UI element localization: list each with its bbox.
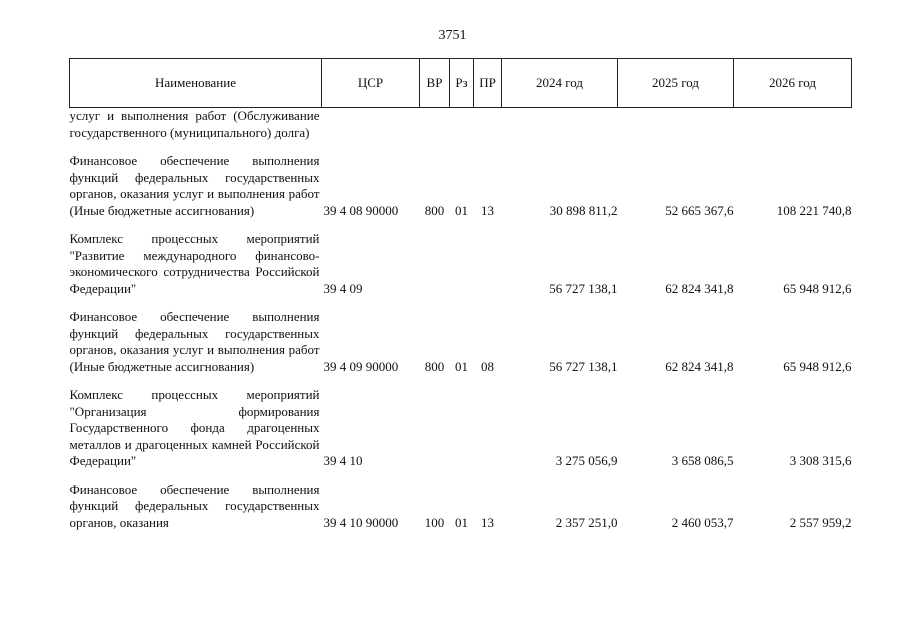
row-2026	[734, 108, 852, 142]
row-pr	[474, 387, 502, 470]
row-2025: 62 824 341,8	[665, 280, 734, 296]
row-pr: 13	[481, 202, 494, 218]
header-vr: ВР	[420, 59, 450, 108]
table-row	[70, 482, 852, 532]
row-name: Комплекс процессных мероприятий "Организация формирования Государственного фонда драгоценных металлов и драгоценных камней Российской Федерации"	[69, 387, 320, 468]
table-row	[70, 153, 852, 219]
row-rz	[450, 387, 474, 470]
page-number: 3751	[438, 28, 467, 43]
row-name: услуг и выполнения работ (Обслуживание государственного (муниципального) долга)	[69, 108, 320, 140]
row-2026: 2 557 959,2	[789, 514, 852, 530]
header-2026: 2026 год	[734, 59, 852, 108]
row-rz: 01	[455, 514, 468, 530]
row-2024: 2 357 251,0	[555, 514, 618, 530]
row-2024: 30 898 811,2	[549, 202, 618, 218]
row-vr	[420, 231, 450, 297]
budget-table	[69, 58, 852, 531]
row-2024: 56 727 138,1	[549, 280, 618, 296]
row-csr: 39 4 10	[323, 453, 363, 468]
row-vr: 100	[424, 514, 445, 530]
row-2026: 65 948 912,6	[783, 280, 852, 296]
table-row	[70, 387, 852, 470]
row-2024: 3 275 056,9	[555, 453, 618, 468]
row-rz: 01	[455, 202, 468, 218]
row-rz	[450, 231, 474, 297]
row-csr: 39 4 09 90000	[323, 358, 399, 374]
table-header	[70, 59, 852, 108]
row-csr: 39 4 10 90000	[323, 514, 399, 530]
row-2025: 62 824 341,8	[665, 358, 734, 374]
row-vr	[420, 387, 450, 470]
row-rz	[450, 108, 474, 142]
row-pr	[474, 231, 502, 297]
row-2025: 2 460 053,7	[671, 514, 734, 530]
header-2025: 2025 год	[618, 59, 734, 108]
row-2025: 52 665 367,6	[665, 202, 734, 218]
row-2024	[502, 108, 618, 142]
row-vr	[420, 108, 450, 142]
row-pr	[474, 108, 502, 142]
row-name: Комплекс процессных мероприятий "Развитие международного финансово-экономического сотрудничества Российской Федерации"	[69, 231, 320, 296]
header-csr: ЦСР	[322, 59, 420, 108]
row-2025: 3 658 086,5	[671, 453, 734, 468]
row-2025	[618, 108, 734, 142]
row-pr: 08	[481, 358, 494, 374]
header-name: Наименование	[70, 59, 322, 108]
row-csr: 39 4 09	[323, 280, 363, 296]
row-name: Финансовое обеспечение выполнения функций федеральных государственных органов, оказания услуг и выполнения работ (Иные бюджетные ассигнования)	[69, 309, 320, 374]
row-2024: 56 727 138,1	[549, 358, 618, 374]
row-csr	[322, 108, 420, 142]
table-row	[70, 309, 852, 375]
row-2026: 108 221 740,8	[776, 202, 852, 218]
row-name: Финансовое обеспечение выполнения функций федеральных государственных органов, оказания	[69, 481, 320, 530]
row-rz: 01	[455, 358, 468, 374]
header-pr: ПР	[474, 59, 502, 108]
row-2026: 3 308 315,6	[789, 453, 852, 468]
table-row	[70, 231, 852, 297]
row-vr: 800	[424, 358, 445, 374]
row-vr: 800	[424, 202, 445, 218]
header-rz: Рз	[450, 59, 474, 108]
table-row	[70, 108, 852, 142]
header-2024: 2024 год	[502, 59, 618, 108]
row-csr: 39 4 08 90000	[323, 202, 399, 218]
row-pr: 13	[481, 514, 494, 530]
row-2026: 65 948 912,6	[783, 358, 852, 374]
row-name: Финансовое обеспечение выполнения функций федеральных государственных органов, оказания услуг и выполнения работ (Иные бюджетные ассигнования)	[69, 153, 320, 218]
